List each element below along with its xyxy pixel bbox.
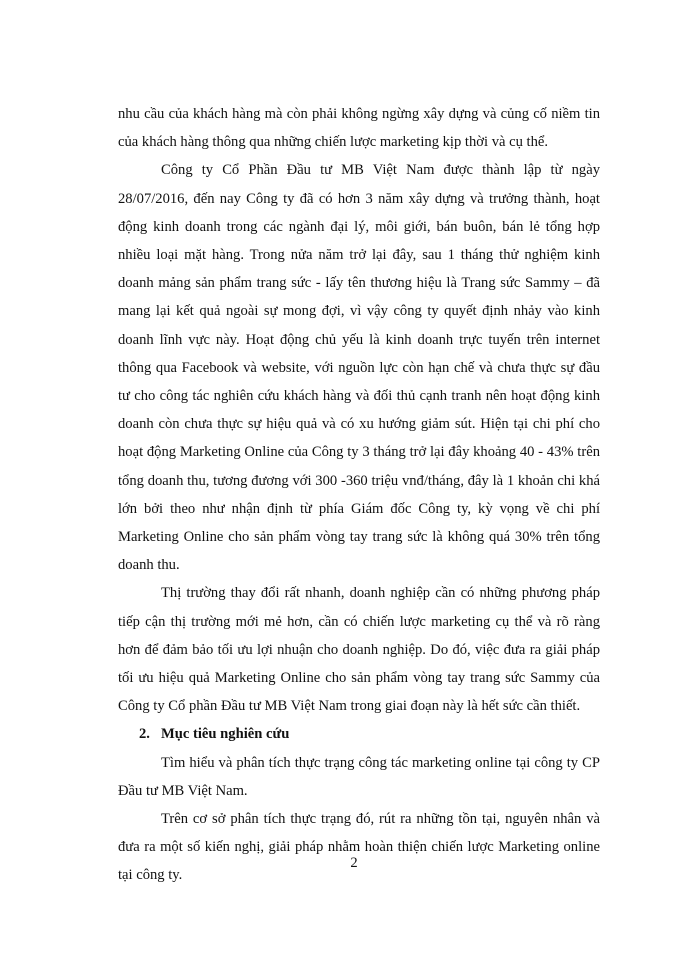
- section-heading: [118, 720, 600, 748]
- paragraph-objective-1: Tìm hiểu và phân tích thực trạng công tác marketing online tại công ty CP Đầu tư MB Việt Nam.: [118, 754, 600, 799]
- paragraph-continuation: nhu cầu của khách hàng mà còn phải không ngừng xây dựng và củng cố niềm tin của khách hàng thông qua những chiến lược marketing kịp thời và cụ thể.: [118, 106, 600, 151]
- paragraph-company-intro: Công ty Cổ Phần Đầu tư MB Việt Nam được thành lập từ ngày 28/07/2016, đến nay Công ty đã có hơn 3 năm xây dựng và trưởng thành, hoạt động kinh doanh trong các ngành đại lý, môi giới, bán buôn, bán lẻ tổng hợp nhiều loại mặt hàng. Trong nửa năm trở lại đây, sau 1 tháng thử nghiệm kinh doanh mảng sản phẩm trang sức - lấy tên thương hiệu là Trang sức Sammy – đã mang lại kết quả ngoài sự mong đợi, vì vậy công ty quyết định nhảy vào kinh doanh lĩnh vực này. Hoạt động chủ yếu là kinh doanh trực tuyến trên internet thông qua Facebook và website, với nguồn lực còn hạn chế và chưa thực sự đầu tư cho công tác nghiên cứu khách hàng và đối thủ cạnh tranh nên hoạt động kinh doanh còn chưa thực sự hiệu quả và có xu hướng giảm sút. Hiện tại chi phí cho hoạt động Marketing Online của Công ty 3 tháng trở lại đây khoảng 40 - 43% trên tổng doanh thu, tương đương với 300 -360 triệu vnđ/tháng, đây là 1 khoản chi khá lớn bởi theo như nhận định từ phía Giám đốc Công ty, kỳ vọng về chi phí Marketing Online cho sản phẩm vòng tay trang sức là không quá 30% trên tổng doanh thu.: [118, 162, 600, 574]
- document-body: [118, 100, 600, 890]
- paragraph-market-change: Thị trường thay đổi rất nhanh, doanh nghiệp cần có những phương pháp tiếp cận thị trường mới mẻ hơn, cần có chiến lược marketing cụ thể và rõ ràng hơn để đảm bảo tối ưu lợi nhuận cho doanh nghiệp. Do đó, việc đưa ra giải pháp tối ưu hiệu quả Marketing Online cho sản phẩm vòng tay trang sức Sammy của Công ty Cổ phần Đầu tư MB Việt Nam trong giai đoạn này là hết sức cần thiết.: [118, 585, 600, 715]
- page-number: 2: [350, 855, 358, 871]
- paragraph-objective-2: Trên cơ sở phân tích thực trạng đó, rút ra những tồn tại, nguyên nhân và đưa ra một số kiến nghị, giải pháp nhằm hoàn thiện chiến lược Marketing online tại công ty.: [118, 811, 600, 884]
- section-title: Mục tiêu nghiên cứu: [161, 726, 290, 743]
- section-number: 2.: [139, 726, 150, 743]
